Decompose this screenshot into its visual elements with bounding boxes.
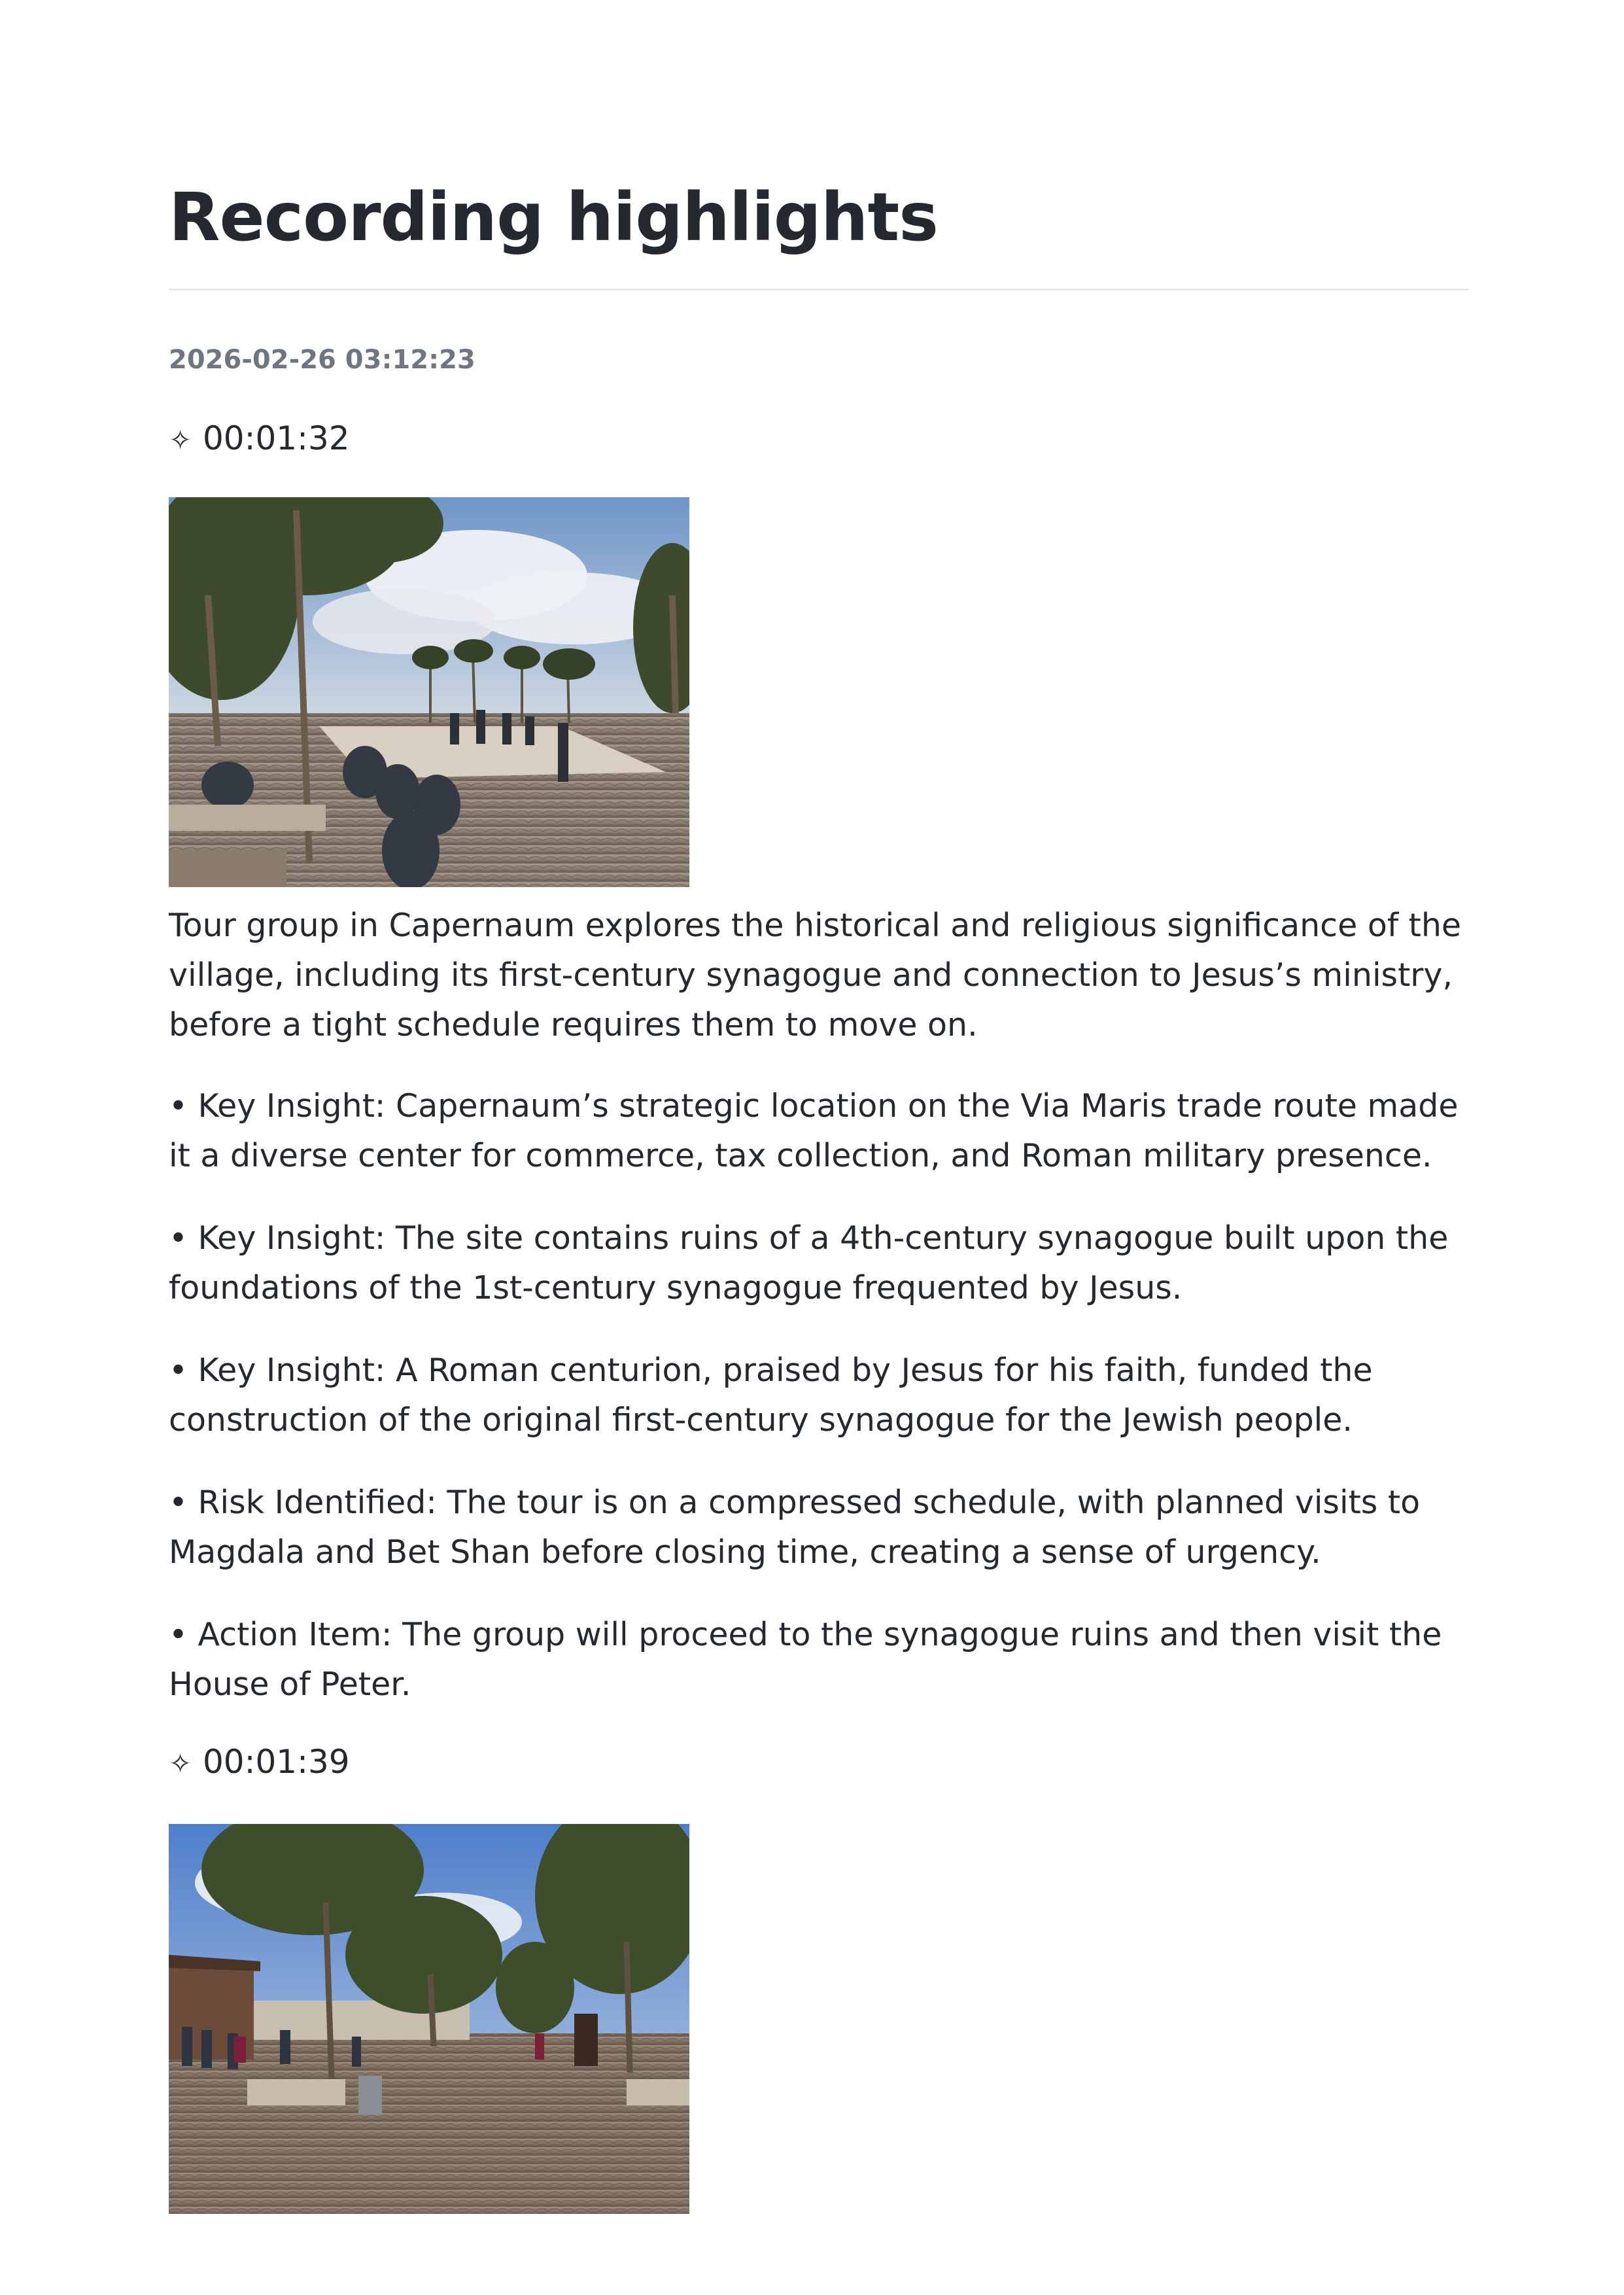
title-divider — [169, 289, 1469, 290]
summary-bullet: • Action Item: The group will proceed to the synagogue ruins and then visit the House of Peter. — [169, 1616, 1442, 1703]
segment-timestamp — [169, 417, 350, 461]
recording-datetime: 2026-02-26 03:12:23 — [169, 345, 475, 375]
summary-bullet: • Key Insight: The site contains ruins of a 4th-century synagogue built upon the foundations of the 1st-century synagogue frequented by Jesus. — [169, 1219, 1449, 1306]
summary-bullet: • Risk Identified: The tour is on a compressed schedule, with planned visits to Magdala and Bet Shan before closing time, creating a sense of urgency. — [169, 1484, 1421, 1571]
segment-summary: Tour group in Capernaum explores the historical and religious significance of the village, including its first-century synagogue and connection to Jesus’s ministry, before a tight schedule requires them to move on. — [169, 907, 1462, 1043]
sparkle-icon: ✧ — [169, 1747, 192, 1779]
segment-timestamp — [169, 1741, 350, 1785]
segment-photo — [169, 1824, 689, 2214]
segment-photo — [169, 497, 689, 887]
page-title: Recording highlights — [169, 179, 938, 256]
timestamp-label: 00:01:39 — [203, 1743, 350, 1781]
sparkle-icon: ✧ — [169, 424, 192, 456]
timestamp-label: 00:01:32 — [203, 419, 350, 457]
summary-bullet: • Key Insight: Capernaum’s strategic location on the Via Maris trade route made it a diverse center for commerce, tax collection, and Roman military presence. — [169, 1087, 1459, 1174]
summary-bullet: • Key Insight: A Roman centurion, praised by Jesus for his faith, funded the construction of the original first-century synagogue for the Jewish people. — [169, 1352, 1373, 1439]
